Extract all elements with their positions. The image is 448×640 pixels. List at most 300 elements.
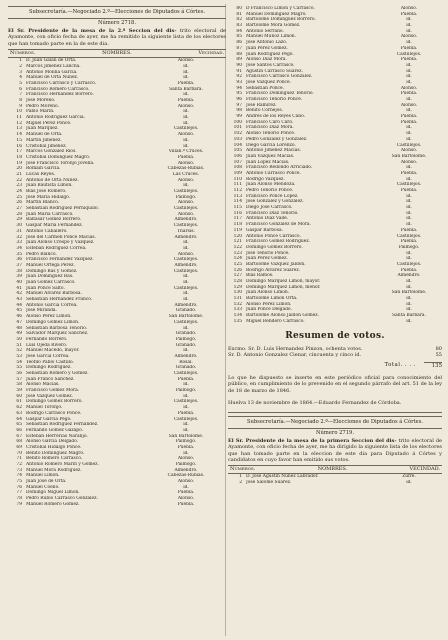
elector-number: 133 — [233, 307, 242, 313]
elector-name: D. José Agustin Nuñez Labrador. — [246, 474, 319, 480]
elector-vecindad: Castillejos. — [396, 182, 422, 188]
elector-vecindad: Puebla. — [400, 239, 418, 245]
elector-vecindad: Puebla. — [400, 188, 418, 193]
elector-number: 51 — [16, 342, 22, 348]
elector-name: Blas Ramos. — [246, 273, 274, 279]
vote-line — [228, 346, 442, 353]
elector-name: Pedro Rubio Carrasco Gonzalez. — [26, 496, 98, 502]
elector-name: José del Cármen Ponce Macias. — [26, 234, 96, 240]
elector-name: Manuel Muñoz Limon. — [246, 34, 297, 40]
elector-name: Antonio García Correa. — [26, 302, 78, 308]
elector-number: 46 — [16, 314, 22, 320]
elector-name: Gaspar García Pego. — [26, 416, 72, 422]
elector-number: 96 — [236, 97, 242, 102]
elector-number: 1 — [19, 58, 22, 64]
elector-number: 33 — [16, 240, 22, 246]
elector-number: 32 — [16, 234, 22, 240]
elector-row — [228, 480, 442, 486]
elector-number: 2 — [19, 63, 22, 69]
elector-number: 26 — [16, 200, 22, 206]
vote-line — [228, 352, 442, 359]
elector-vecindad: id. — [406, 301, 412, 307]
elector-number: 52 — [16, 348, 22, 354]
elector-vecindad: Alonso. — [177, 177, 195, 183]
elector-name: Romain García. — [26, 166, 61, 172]
elector-vecindad: id. — [183, 143, 189, 149]
elector-vecindad: id. — [183, 240, 189, 246]
elector-row — [228, 319, 442, 325]
elector-name: Francisco Redondo Arriciado. — [246, 165, 313, 171]
elector-number: 29 — [16, 217, 22, 223]
elector-name: Francisco Tenorio Ponce. — [246, 97, 303, 102]
elector-number: 68 — [16, 439, 22, 445]
elector-vecindad: Puebla. — [177, 444, 195, 450]
elector-number: 6 — [19, 86, 22, 92]
elector-number: 113 — [233, 193, 242, 199]
elector-name: Antonio Romero Marin y Gomez. — [26, 462, 99, 468]
elector-vecindad: Alonso. — [177, 211, 195, 217]
elector-name: Antonio Jimenez Macias. — [246, 148, 301, 154]
elector-vecindad: Tharsis. — [177, 228, 195, 234]
elector-name: Juan Gomez Carrasco. — [26, 280, 76, 286]
elector-vecindad: id. — [183, 382, 189, 388]
elector-name: Luis Ojeda Rivero. — [26, 342, 68, 348]
elector-name: Alonso Diaz Mora. — [246, 57, 287, 63]
elector-number: 103 — [233, 136, 242, 142]
vote-text: Excmo. Sr. D. Luis Hernandez Pinzon, ochenta votos. — [228, 345, 363, 352]
elector-number: 44 — [16, 302, 22, 308]
elector-number: 121 — [233, 239, 242, 245]
elector-vecindad: Alonso. — [177, 496, 195, 502]
elector-number: 71 — [16, 456, 22, 462]
elector-number: 100 — [233, 119, 242, 125]
elector-number: 75 — [16, 479, 22, 485]
elector-name: Alonso Tenorio Ponce. — [246, 131, 296, 137]
elector-vecindad: Paimogo. — [175, 462, 197, 468]
elector-number: 60 — [16, 393, 22, 399]
elector-number: 63 — [16, 410, 22, 416]
elector-number: 55 — [16, 365, 22, 371]
elector-number: 105 — [233, 148, 242, 154]
elector-number: 112 — [233, 188, 242, 193]
elector-vecindad: Puebla. — [400, 114, 418, 120]
elector-number: 48 — [16, 325, 22, 331]
elector-vecindad: id. — [406, 307, 412, 313]
resumen-title: Resumen de votos. — [285, 330, 385, 341]
elector-number: 47 — [16, 319, 22, 325]
elector-name: José Salome Suarez. — [246, 480, 292, 485]
elector-name: Pablo Marin. — [26, 109, 55, 115]
elector-number: 91 — [236, 68, 242, 74]
elector-vecindad: id. — [406, 68, 412, 74]
elector-number: 119 — [233, 227, 242, 233]
col-vecindad-header: Vecindad. — [198, 50, 224, 57]
elector-name: Francisco Gomez Rodriguez. — [246, 239, 311, 245]
elector-number: 34 — [16, 245, 22, 251]
elector-number: 118 — [233, 222, 242, 228]
elector-number: 39 — [16, 274, 22, 280]
elector-name: José Francisco Toronjo Jovellá. — [26, 160, 95, 166]
elector-name: Juan José de Orta. — [26, 479, 67, 485]
elector-name: Juan Perez Gomez. — [246, 256, 288, 262]
elector-vecindad: id. — [183, 484, 189, 490]
elector-number: 25 — [16, 194, 22, 200]
total-value: 135 — [424, 362, 442, 369]
elector-vecindad: Castillejos. — [173, 399, 199, 405]
elector-name: Blas José Romero. — [26, 189, 67, 195]
elector-name: Cristóbal Dominguez Magro. — [26, 154, 91, 160]
elector-number: 59 — [16, 388, 22, 394]
elector-name: Juan Maria Carrasco. — [26, 211, 74, 217]
elector-number: 125 — [233, 261, 242, 267]
elector-name: D Francisco Limon y Carrasco. — [246, 6, 315, 11]
elector-vecindad: id. — [183, 450, 189, 456]
elector-vecindad: id. — [183, 291, 189, 297]
intro-lead: El Sr. Presidente de la mesa de la 2.ª Seccion del dis- — [8, 28, 177, 34]
elector-name: Antonio Carrasco Ponce. — [246, 170, 301, 176]
elector-number: 126 — [233, 267, 242, 273]
elector-name: Bartolomé Alonso Jaldon Gomez. — [246, 313, 319, 319]
elector-vecindad: Puebla. — [400, 57, 418, 63]
elector-name: Juan Lopez Macias. — [246, 159, 290, 165]
elector-name: Manuel de Orta Nuñez. — [26, 75, 79, 81]
elector-name: Diego José Carrasco. — [246, 205, 293, 211]
elector-number: 20 — [16, 166, 22, 172]
intro-paragraph — [8, 28, 226, 47]
elector-number: 31 — [16, 228, 22, 234]
elector-number: 42 — [16, 291, 22, 297]
elector-number: 86 — [236, 40, 242, 46]
elector-row — [8, 502, 226, 508]
elector-number: 66 — [16, 427, 22, 433]
elector-vecindad: San Bartolomé. — [391, 153, 427, 159]
elector-vecindad: id. — [406, 125, 412, 131]
elector-name: Manuel Limon. — [26, 473, 60, 479]
elector-number: 61 — [16, 399, 22, 405]
elector-number: 129 — [233, 284, 242, 290]
elector-number: 122 — [233, 244, 242, 250]
elector-vecindad: Alonso. — [177, 132, 195, 138]
elector-vecindad: Alonso. — [400, 159, 418, 165]
elector-vecindad: id. — [406, 28, 412, 34]
elector-name: Sebastian Rodriguez Perniquillo. — [26, 206, 100, 212]
elector-name: Domingo Gomez Borrero. — [26, 399, 83, 405]
elector-vecindad: id. — [183, 422, 189, 428]
elector-number: 78 — [16, 496, 22, 502]
elector-name: Teófilo Pablo Castillo. — [26, 359, 74, 365]
elector-number: 74 — [16, 473, 22, 479]
elector-number: 45 — [16, 308, 22, 314]
elector-vecindad: id. — [406, 165, 412, 171]
elector-number: 53 — [16, 353, 22, 359]
elector-vecindad: Alonso. — [400, 6, 418, 11]
elector-name: Cristóbal Jimenez. — [26, 143, 67, 149]
elector-vecindad: Puebla. — [177, 501, 195, 507]
elector-number: 24 — [16, 189, 22, 195]
elector-vecindad: Castillejos. — [173, 189, 199, 195]
elector-vecindad: Puebla. — [400, 267, 418, 273]
elector-number: 108 — [233, 165, 242, 171]
elector-name: Manuel Ortega Perez. — [26, 262, 75, 268]
elector-vecindad: Puebla. — [177, 80, 195, 86]
elector-vecindad: id. — [406, 131, 412, 137]
elector-number: 102 — [233, 131, 242, 137]
elector-vecindad: id. — [183, 427, 189, 433]
col-numbers-header: Números. — [10, 50, 36, 57]
elector-name: Domingo Bas y Gomez. — [26, 268, 78, 274]
elector-number: 3 — [19, 69, 22, 75]
elector-number: 17 — [16, 149, 22, 155]
elector-name: Pedro Blanco. — [26, 251, 57, 257]
elector-number: 27 — [16, 206, 22, 212]
elector-number: 41 — [16, 285, 22, 291]
elector-number: 30 — [16, 223, 22, 229]
table-header — [8, 49, 226, 58]
notice-paragraph: Lo que he dispuesto se inserte en este periódico oficial para conocimiento del público, en cumplimiento de lo prevenido en el segundo párrafo del art. 51 de la ley de 18 de marzo de 1846. — [228, 374, 442, 394]
elector-number: 107 — [233, 159, 242, 165]
elector-vecindad: id. — [406, 97, 412, 102]
document-number: Número 2718. — [98, 20, 136, 26]
elector-name: Domingo Miguel Limon. — [26, 490, 80, 496]
elector-vecindad: id. — [183, 92, 189, 98]
elector-name: José Miranda. — [26, 308, 57, 314]
elector-vecindad: id. — [183, 183, 189, 189]
elector-name: Juan Ponce Delgado. — [246, 307, 292, 313]
elector-number: 90 — [236, 62, 242, 68]
elector-number: 36 — [16, 257, 22, 263]
elector-number: 23 — [16, 183, 22, 189]
elector-vecindad: id. — [406, 296, 412, 302]
elector-vecindad: id. — [406, 256, 412, 262]
elector-number: 18 — [16, 154, 22, 160]
elector-vecindad: id. — [183, 405, 189, 411]
elector-vecindad: Almendro. — [174, 234, 198, 240]
intro2-lead: El Sr. Presidente de la mesa de la primera Seccion del dis- — [228, 437, 397, 444]
elector-number: 14 — [16, 132, 22, 138]
elector-name: Miguel Perez Ponce. — [26, 120, 72, 126]
elector-number: 40 — [16, 280, 22, 286]
elector-name: Juan Alonso Limon. — [246, 290, 290, 296]
elector-vecindad: id. — [183, 75, 189, 81]
elector-name: Gaspar María Fernandez. — [26, 223, 83, 229]
elector-number: 15 — [16, 137, 22, 143]
elector-name: Juan Márquez. — [26, 126, 59, 132]
elector-vecindad: id. — [406, 250, 412, 256]
elector-vecindad: id. — [183, 69, 189, 75]
elector-name: Manuel Toronjo. — [26, 405, 63, 411]
electors-list-left — [8, 58, 226, 507]
elector-name: Juan Rodriguez Pego. — [246, 51, 294, 57]
elector-vecindad: Puebla. — [177, 410, 195, 416]
elector-vecindad: San Bartolomé. — [391, 290, 427, 296]
elector-name: Sebastian Ponce. — [246, 85, 284, 91]
elector-number: 82 — [236, 17, 242, 23]
elector-vecindad: Santa Bárbara. — [169, 86, 203, 92]
elector-name: Fernando Gomez Gazapo. — [26, 427, 84, 433]
elector-name: Fernando Borrero. — [26, 336, 68, 342]
elector-number: 135 — [233, 318, 242, 324]
elector-vecindad: Alonso. — [400, 102, 418, 108]
elector-name: José Tenorio Ponce. — [246, 250, 290, 256]
elector-number: 35 — [16, 251, 22, 257]
elector-number: 89 — [236, 57, 242, 63]
elector-number: 1 — [239, 474, 242, 480]
elector-number: 127 — [233, 273, 242, 279]
elector-vecindad: Alonso. — [400, 148, 418, 154]
elector-number: 93 — [236, 79, 242, 85]
elector-number: 98 — [236, 108, 242, 114]
elector-vecindad: id. — [183, 120, 189, 126]
intro2-rest: trito electoral de Ayamonte, con oficio fecha de ayer, me ha dirigido la siguiente lista de los electores que han tomado parte en la eleccion de este dia para Diputado á Córtes y candidatos en cuyo favor han emitido sus votos. — [228, 437, 442, 463]
elector-name: Pedro Moreno. — [26, 103, 59, 109]
elector-name: Manuel Coello. — [26, 484, 60, 490]
elector-name: Francisco Dominguez Tenorio. — [246, 91, 314, 97]
elector-name: Francisco Caro Caro. — [246, 119, 294, 125]
elector-number: 128 — [233, 279, 242, 284]
vote-count: 80 — [435, 345, 442, 352]
elector-name: Bartolomé Dominguez Borrero. — [246, 17, 316, 23]
elector-name: Domingo Gomez Borrero. — [246, 244, 303, 250]
elector-name: Francisco Gonzalez de Mora. — [246, 222, 311, 228]
elector-name: Francisco Carrasco y Carrasco. — [26, 80, 97, 86]
elector-vecindad: Almendro. — [174, 262, 198, 268]
elector-number: 79 — [16, 501, 22, 507]
elector-number: 99 — [236, 114, 242, 120]
electors-list-second — [228, 474, 442, 485]
elector-vecindad: Puebla. — [177, 376, 195, 382]
col-names-header: NOMBRES. — [317, 466, 348, 473]
elector-vecindad: id. — [406, 279, 412, 284]
elector-vecindad: Granado. — [175, 308, 197, 314]
elector-name: Manuel Mora Rodriguez. — [26, 467, 82, 473]
elector-name: Benito Romero Carrasco. — [26, 456, 83, 462]
elector-name: Juan Alonso Crespo y Vazquez. — [26, 240, 95, 246]
elector-number: 73 — [16, 467, 22, 473]
elector-number: 62 — [16, 405, 22, 411]
elector-number: 123 — [233, 250, 242, 256]
elector-vecindad: Puebla. — [400, 11, 418, 17]
elector-name: Domingo Márquez Limon, mayor. — [246, 279, 321, 284]
elector-name: Antonio Molina García. — [26, 69, 78, 75]
elector-number: 7 — [19, 92, 22, 98]
elector-vecindad: Castillejos. — [396, 261, 422, 267]
elector-number: 70 — [16, 450, 22, 456]
elector-number: 88 — [236, 51, 242, 57]
elector-vecindad: id. — [183, 393, 189, 399]
elector-name: Domingo Gomez Limon. — [26, 319, 80, 325]
elector-number: 16 — [16, 143, 22, 149]
table-header-2 — [228, 465, 442, 474]
elector-vecindad: Almendro. — [174, 302, 198, 308]
elector-name: José Ramirez. — [246, 102, 277, 108]
elector-vecindad: id. — [406, 222, 412, 228]
elector-name: Antonio Rodriguez García. — [26, 115, 85, 121]
elector-vecindad: San Bartolomé. — [168, 314, 204, 320]
elector-number: 22 — [16, 177, 22, 183]
elector-vecindad: Paimogo. — [175, 388, 197, 394]
intro-paragraph-2 — [228, 438, 442, 464]
elector-vecindad: id. — [183, 63, 189, 69]
votes-summary — [228, 346, 442, 359]
elector-number: 106 — [233, 153, 242, 159]
elector-vecindad: Alonso. — [177, 251, 195, 257]
elector-name: Baltasar Gomez Borrero. — [26, 217, 82, 223]
elector-vecindad: Castillejos. — [173, 206, 199, 212]
elector-name: Gaspar Barbosa. — [246, 227, 283, 233]
elector-vecindad: Alonso. — [177, 200, 195, 206]
elector-number: 9 — [19, 103, 22, 109]
elector-name: Salvador Márquez Sanchez. — [26, 331, 89, 337]
elector-name: Manuel Alvarez Barbosa. — [26, 291, 82, 297]
col-names-header: NOMBRES. — [102, 50, 132, 57]
elector-name: Rodrigo Carrasco Ponce. — [26, 410, 82, 416]
elector-name: Diego García Lorenzo. — [246, 142, 296, 148]
elector-number: 87 — [236, 45, 242, 51]
elector-vecindad: Castillejos. — [396, 233, 422, 239]
elector-name: Márcos Jimenez Lancha. — [26, 63, 81, 69]
elector-name: Esteban Herrerías Naranjo. — [26, 433, 88, 439]
elector-name: Bartolomé Limon Orta. — [246, 296, 298, 302]
elector-vecindad: Castillejos. — [173, 126, 199, 132]
elector-vecindad: id. — [183, 137, 189, 143]
section-separator — [228, 412, 442, 413]
elector-vecindad: Santa Bárbara. — [392, 313, 426, 319]
elector-vecindad: Las Cruces. — [172, 171, 200, 177]
elector-name: José Santos Carrasco. — [246, 62, 295, 68]
elector-number: 21 — [16, 171, 22, 177]
elector-number: 8 — [19, 98, 22, 104]
elector-number: 28 — [16, 211, 22, 217]
elector-name: Cristóbal Hidalgo Ponce. — [26, 444, 82, 450]
elector-vecindad: Granado. — [175, 342, 197, 348]
elector-vecindad: Granado. — [175, 365, 197, 371]
elector-number: 116 — [233, 210, 242, 216]
electors-list-right — [228, 6, 442, 325]
elector-vecindad: Paimogo. — [175, 336, 197, 342]
elector-vecindad: Cabezas-Rubias. — [167, 166, 205, 172]
elector-vecindad: Alonso. — [177, 479, 195, 485]
elector-vecindad: Zufre. — [402, 474, 416, 480]
elector-name: Juan Bautista Limon. — [26, 183, 73, 189]
section-header-2: Subsecretaría.—Negociado 2.º—Elecciones de Diputados á Córtes. — [228, 416, 442, 429]
elector-name: Antonio Ponce Carrasco. — [246, 233, 301, 239]
elector-number: 111 — [233, 182, 242, 188]
elector-vecindad: Almendro. — [174, 217, 198, 223]
elector-vecindad: id. — [406, 17, 412, 23]
total-line — [228, 362, 442, 369]
elector-vecindad: Castillejos. — [396, 142, 422, 148]
elector-name: Manuel Macedo, mayor. — [26, 348, 80, 354]
left-column — [8, 6, 226, 508]
elector-vecindad: id. — [183, 280, 189, 286]
elector-number: 134 — [233, 313, 242, 319]
elector-number: 131 — [233, 296, 242, 302]
elector-name: José García Correa. — [26, 353, 70, 359]
elector-name: José Moreno. — [26, 98, 56, 104]
elector-vecindad: Paimogo. — [175, 439, 197, 445]
col-numbers-header: Números. — [230, 466, 256, 473]
elector-name: Francisco Romero Carrasco. — [26, 86, 90, 92]
elector-name: Sebastian Hernandez Franco. — [26, 297, 93, 303]
elector-number: 72 — [16, 462, 22, 468]
elector-vecindad: id. — [183, 297, 189, 303]
elector-vecindad: Castillejos. — [173, 223, 199, 229]
elector-vecindad: Villan.º Cruces. — [168, 149, 204, 155]
elector-number: 49 — [16, 331, 22, 337]
elector-name: Martin Jimenez. — [26, 137, 62, 143]
elector-number: 81 — [236, 11, 242, 17]
elector-vecindad: Castillejos. — [173, 285, 199, 291]
